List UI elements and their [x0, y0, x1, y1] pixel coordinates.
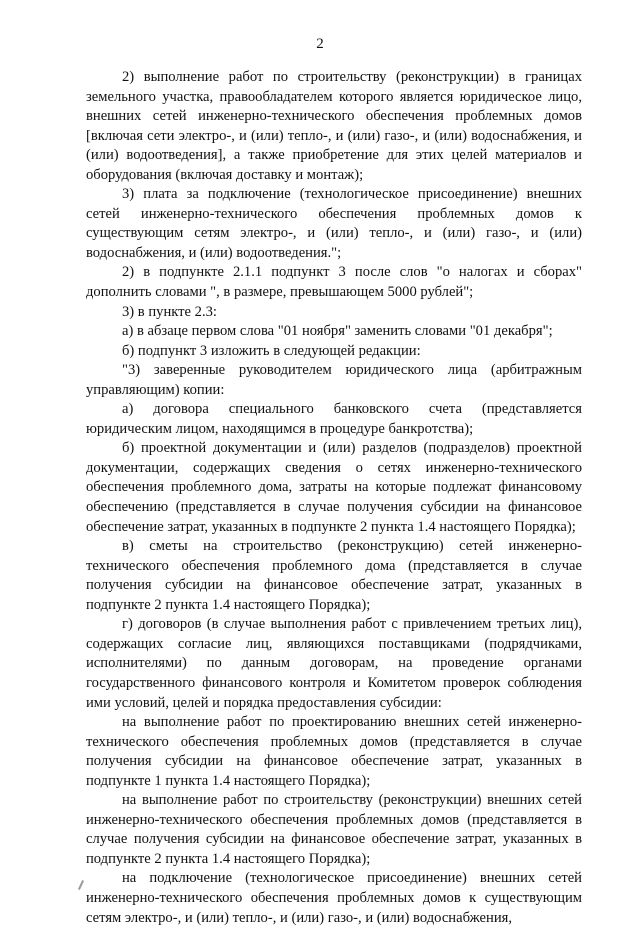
- scan-mark: [78, 880, 84, 890]
- paragraph-item-3-connection-fee: 3) плата за подключение (технологическое присоединение) внешних сетей инженерно-технического обеспечения проблемных домов к существующим сетям электро-, и (или) тепло-, и (или) газо-, и (или) водоснабжения, и (или) водоотведения.";: [86, 186, 582, 261]
- paragraph-design-works: на выполнение работ по проектированию внешних сетей инженерно-технического обеспечения проблемных домов (представляется в случае получения субсидии на финансовое обеспечение затрат, указанных в подпункте 1 пункта 1.4 настоящего Порядка);: [86, 714, 582, 789]
- page-number: 2: [316, 36, 324, 52]
- paragraph-copies-a: а) договора специального банковского счета (представляется юридическим лицом, находящимся в процедуре банкротства);: [86, 401, 582, 437]
- paragraph-amendment-2-3: 3) в пункте 2.3:: [122, 303, 217, 320]
- document-body: [86, 68, 582, 928]
- paragraph-item-2-works: 2) выполнение работ по строительству (реконструкции) в границах земельного участка, правообладателем которого является юридическое лицо, внешних сетей инженерно-технического обеспечения проблемных домов [включая сети электро-, и (или) тепло-, и (или) газо-, и (или) водоснабжения, и (или) водоотведения], а также приобретение для этих целей материалов и оборудования (включая доставку и монтаж);: [86, 69, 582, 183]
- paragraph-construction-works: на выполнение работ по строительству (реконструкции) внешних сетей инженерно-технического обеспечения проблемных домов (представляется в случае получения субсидии на финансовое обеспечение затрат, указанных в подпункте 2 пункта 1.4 настоящего Порядка);: [86, 792, 582, 867]
- paragraph-amendment-2-1-1: 2) в подпункте 2.1.1 подпункт 3 после слов "о налогах и сборах" дополнить словами ", в размере, превышающем 5000 рублей";: [86, 264, 582, 301]
- paragraph-copies-v: в) сметы на строительство (реконструкцию) сетей инженерно-технического обеспечения проблемного дома (представляется в случае получения субсидии на финансовое обеспечение затрат, указанных в подпункте 2 пункта 1.4 настоящего Порядка);: [86, 538, 582, 613]
- paragraph-connection: на подключение (технологическое присоединение) внешних сетей инженерно-технического обеспечения проблемных домов к существующим сетям электро-, и (или) тепло-, и (или) газо-, и (или) водоснабжения,: [86, 870, 582, 926]
- paragraph-copies-b: б) проектной документации и (или) разделов (подразделов) проектной документации, содержащих сведения о сетях инженерно-технического обеспечения проблемного дома, затраты на которые подлежат финансовому обеспечению (представляется в случае получения субсидии на финансовое обеспечение затрат, указанных в подпункте 2 пункта 1.4 настоящего Порядка);: [86, 440, 582, 535]
- paragraph-amendment-a: а) в абзаце первом слова "01 ноября" заменить словами "01 декабря";: [122, 323, 553, 340]
- paragraph-amendment-b: б) подпункт 3 изложить в следующей редакции:: [122, 342, 421, 359]
- paragraph-copies-g: г) договоров (в случае выполнения работ с привлечением третьих лиц), содержащих согласие лиц, являющихся поставщиками (подрядчиками, исполнителями) по данным договорам, на проведение органами государственного финансового контроля и Комитетом проверок соблюдения ими условий, целей и порядка предоставления субсидии:: [86, 616, 582, 711]
- paragraph-copies-intro: "3) заверенные руководителем юридического лица (арбитражным управляющим) копии:: [86, 362, 582, 398]
